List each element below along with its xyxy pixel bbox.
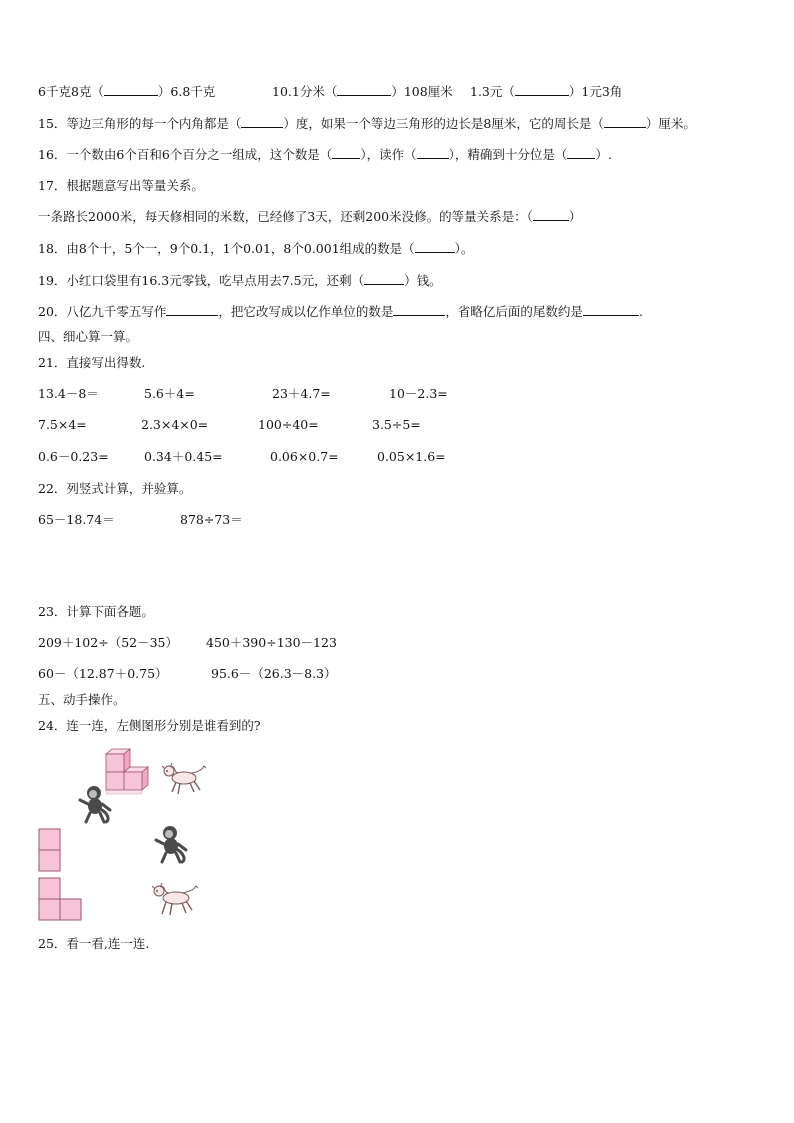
line-text: ）6.8千克 — [157, 84, 216, 99]
calc-item: 23＋4.7= — [272, 386, 331, 401]
question-text: ）. — [595, 147, 612, 162]
question-text: ） — [568, 209, 582, 224]
question-text: . — [638, 304, 643, 319]
answer-blank[interactable] — [515, 84, 569, 96]
calc-item: 0.6－0.23= — [38, 449, 109, 464]
monkey-icon — [152, 824, 190, 864]
dog-icon — [150, 882, 202, 918]
calc-item: 2.3×4×0= — [141, 417, 209, 432]
question-21-title: 21．直接写出得数. — [38, 355, 146, 370]
calc-item: 5.6＋4= — [144, 386, 195, 401]
dog-icon — [160, 762, 208, 798]
line-text: ）108厘米 — [391, 84, 453, 99]
calc-item: 7.5×4= — [38, 417, 87, 432]
answer-blank[interactable] — [364, 273, 404, 285]
question-text: 一条路长2000米，每天修相同的米数，已经修了3天，还剩200米没修。的等量关系是：（ — [38, 209, 533, 224]
question-text: ，省略亿后面的尾数约是 — [445, 304, 583, 319]
question-20 — [38, 304, 643, 320]
mixed-calc-item: 95.6－（26.3－8.3） — [211, 666, 337, 681]
answer-blank[interactable] — [166, 304, 218, 316]
vertical-calc-item: 65－18.74＝ — [38, 512, 115, 527]
vertical-calc-item: 878÷73＝ — [180, 512, 243, 527]
question-text: 19．小红口袋里有16.3元零钱，吃早点用去7.5元，还剩（ — [38, 273, 365, 288]
answer-blank[interactable] — [533, 209, 569, 221]
section-four-heading: 四、细心算一算。 — [38, 329, 139, 344]
line-text: 6千克8克（ — [38, 84, 104, 99]
question-text: 18．由8个十，5个一，9个0.1，1个0.01，8个0.001组成的数是（ — [38, 241, 415, 256]
answer-blank[interactable] — [417, 147, 449, 159]
answer-blank[interactable] — [241, 116, 283, 128]
question-22-title: 22．列竖式计算，并验算。 — [38, 481, 192, 496]
mixed-calc-item: 60－（12.87＋0.75） — [38, 666, 168, 681]
line-text: ）1元3角 — [568, 84, 623, 99]
answer-blank[interactable] — [567, 147, 595, 159]
question-text: ）。 — [454, 241, 474, 256]
view-figure-vertical — [38, 828, 62, 872]
monkey-icon — [76, 784, 114, 824]
calc-item: 13.4－8＝ — [38, 386, 99, 401]
calc-item: 10－2.3= — [389, 386, 448, 401]
question-17-title: 17．根据题意写出等量关系。 — [38, 178, 204, 193]
question-19 — [38, 273, 442, 289]
question-text: 15．等边三角形的每一个内角都是（ — [38, 116, 242, 131]
question-text: 20．八亿九千零五写作 — [38, 304, 167, 319]
question-text: ，把它改写成以亿作单位的数是 — [218, 304, 394, 319]
question-16 — [38, 147, 612, 163]
question-17-body — [38, 209, 581, 225]
question-25-title: 25．看一看,连一连. — [38, 936, 150, 951]
answer-blank[interactable] — [104, 84, 158, 96]
mixed-calc-item: 450＋390÷130－123 — [206, 635, 337, 650]
question-text: ）钱。 — [404, 273, 442, 288]
question-15 — [38, 116, 696, 132]
question-text: ），读作（ — [360, 147, 417, 162]
answer-blank[interactable] — [604, 116, 646, 128]
section-five-heading: 五、动手操作。 — [38, 692, 126, 707]
question-text: ）厘米。 — [645, 116, 696, 131]
calc-item: 0.34＋0.45= — [144, 449, 223, 464]
question-18 — [38, 241, 473, 257]
answer-blank[interactable] — [332, 147, 360, 159]
question-23-title: 23．计算下面各题。 — [38, 604, 154, 619]
view-figure-l-shape — [38, 877, 84, 921]
line-text: 1.3元（ — [470, 84, 515, 99]
fill-blank-dm — [272, 84, 453, 100]
calc-item: 100÷40= — [258, 417, 319, 432]
question-text: 16．一个数由6个百和6个百分之一组成，这个数是（ — [38, 147, 333, 162]
question-text: ）度，如果一个等边三角形的边长是8厘米，它的周长是（ — [283, 116, 604, 131]
mixed-calc-item: 209＋102÷（52－35） — [38, 635, 179, 650]
fill-blank-yuan — [470, 84, 622, 100]
answer-blank[interactable] — [393, 304, 445, 316]
line-text: 10.1分米（ — [272, 84, 338, 99]
fill-blank-kg — [38, 84, 215, 100]
calc-item: 0.05×1.6= — [377, 449, 446, 464]
calc-item: 3.5÷5= — [372, 417, 421, 432]
question-24-title: 24．连一连，左侧图形分别是谁看到的? — [38, 718, 261, 733]
answer-blank[interactable] — [337, 84, 391, 96]
answer-blank[interactable] — [583, 304, 639, 316]
calc-item: 0.06×0.7= — [270, 449, 339, 464]
answer-blank[interactable] — [415, 241, 455, 253]
question-text: ），精确到十分位是（ — [448, 147, 568, 162]
